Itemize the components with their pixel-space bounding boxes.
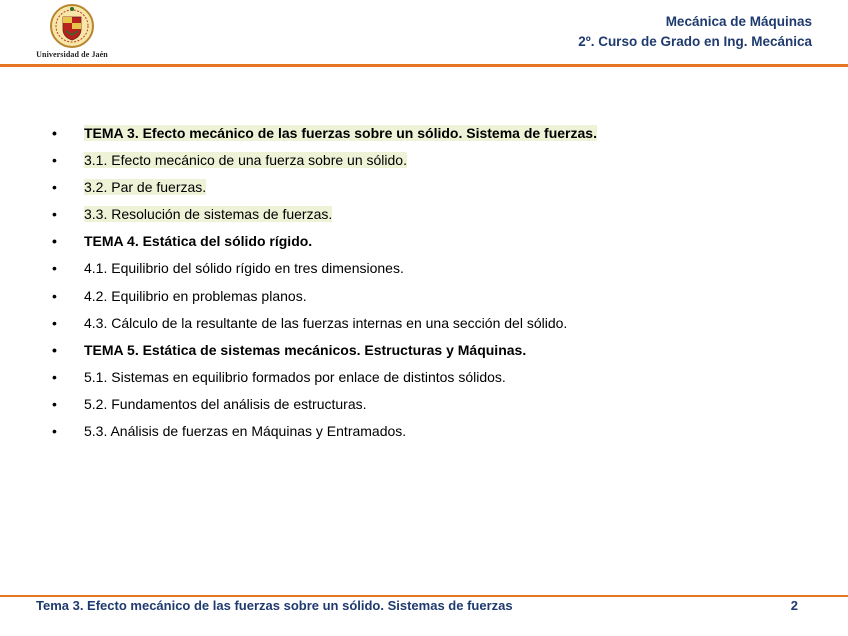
bullet-text: 4.3. Cálculo de la resultante de las fuerzas internas en una sección del sólido. (84, 314, 568, 331)
footer-title: Tema 3. Efecto mecánico de las fuerzas sobre un sólido. Sistemas de fuerzas (36, 598, 513, 613)
bullet-text: 3.1. Efecto mecánico de una fuerza sobre un sólido. (84, 152, 407, 169)
subtopic-item (52, 203, 597, 230)
topic-heading (52, 122, 597, 149)
university-logo (20, 3, 124, 63)
subtopic-item (52, 257, 597, 284)
bullet-text: TEMA 3. Efecto mecánico de las fuerzas sobre un sólido. Sistema de fuerzas. (84, 125, 597, 141)
bullet-text: 4.1. Equilibrio del sólido rígido en tres dimensiones. (84, 260, 404, 277)
header-divider (0, 64, 848, 67)
course-title: Mecánica de Máquinas (665, 14, 812, 29)
page-number: 2 (790, 598, 798, 613)
subtopic-item (52, 312, 597, 339)
topic-heading (52, 230, 597, 257)
bullet-text: 5.2. Fundamentos del análisis de estructuras. (84, 395, 367, 412)
subtopic-item (52, 285, 597, 312)
bullet-text: 3.2. Par de fuerzas. (84, 179, 207, 196)
subtopic-item (52, 366, 597, 393)
university-name: Universidad de Jaén (36, 50, 108, 59)
bullet-text: 5.1. Sistemas en equilibrio formados por enlace de distintos sólidos. (84, 368, 506, 385)
bullet-text: 4.2. Equilibrio en problemas planos. (84, 287, 307, 304)
bullet-text: TEMA 5. Estática de sistemas mecánicos. Estructuras y Máquinas. (84, 341, 527, 358)
university-seal-icon (49, 3, 95, 49)
subtopic-item (52, 420, 597, 447)
course-subtitle: 2º. Curso de Grado en Ing. Mecánica (578, 34, 812, 49)
bullet-text: 3.3. Resolución de sistemas de fuerzas. (84, 206, 333, 223)
topic-heading (52, 339, 597, 366)
bullet-text: TEMA 4. Estática del sólido rígido. (84, 233, 313, 250)
course-header (578, 12, 812, 52)
subtopic-item (52, 393, 597, 420)
footer-divider (0, 595, 848, 597)
subtopic-item (52, 176, 597, 203)
topic-list (52, 122, 597, 447)
subtopic-item (52, 149, 597, 176)
bullet-text: 5.3. Análisis de fuerzas en Máquinas y Entramados. (84, 423, 407, 440)
